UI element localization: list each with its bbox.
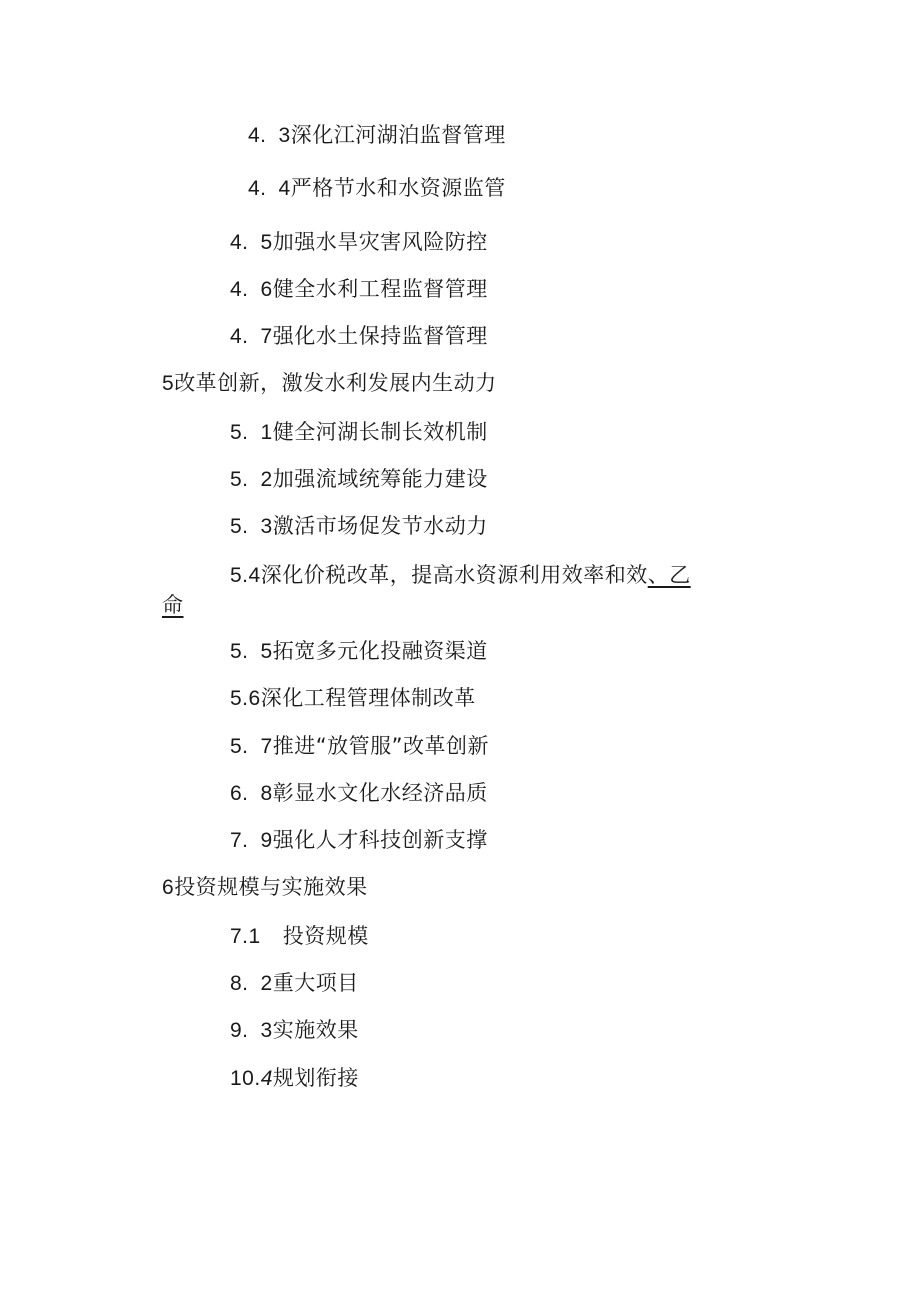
item-subnumber: 7 [260, 735, 273, 758]
item-subnumber: 3 [278, 124, 291, 147]
section-number: 6 [162, 876, 175, 899]
item-text: 规划衔接 [272, 1066, 359, 1090]
outline-item-4-7 [230, 322, 488, 351]
item-number: 6. [230, 782, 249, 805]
item-text: 激活市场促发节水动力 [272, 514, 488, 538]
item-subnumber: 5 [260, 640, 273, 663]
outline-item-5-2 [230, 465, 488, 494]
item-text: 拓宽多元化投融资渠道 [272, 639, 488, 663]
item-number: 10. [230, 1067, 261, 1090]
item-number: 5.4 [230, 564, 261, 587]
item-text: 深化工程管理体制改革 [260, 686, 476, 710]
item-number: 5. [230, 735, 249, 758]
outline-item-5-4 [230, 561, 691, 590]
item-number: 4. [230, 231, 249, 254]
item-text: 深化价税改革，提高水资源利用效率和效 [260, 563, 648, 587]
outline-item-4-3 [248, 121, 506, 150]
item-number: 5.6 [230, 687, 261, 710]
section-text: 改革创新，激发水利发展内生动力 [174, 371, 497, 395]
item-subnumber: 3 [260, 515, 273, 538]
item-subnumber: 6 [260, 278, 273, 301]
item-text: 重大项目 [272, 971, 359, 995]
section-text: 投资规模与实施效果 [174, 875, 368, 899]
item-number: 4. [230, 325, 249, 348]
item-subnumber: 5 [260, 231, 273, 254]
item-text: 健全河湖长制长效机制 [272, 420, 488, 444]
item-number: 7. [230, 829, 249, 852]
item-number: 4. [248, 124, 267, 147]
item-number: 9. [230, 1019, 249, 1042]
outline-item-8-2 [230, 969, 359, 998]
outline-item-5-6 [230, 684, 476, 713]
outline-item-4-6 [230, 275, 488, 304]
outline-item-5-1 [230, 418, 488, 447]
item-subnumber: 3 [260, 1019, 273, 1042]
item-text: 加强水旱灾害风险防控 [272, 230, 488, 254]
item-text: 健全水利工程监督管理 [272, 277, 488, 301]
outline-item-5-3 [230, 512, 488, 541]
item-text: 彰显水文化水经济品质 [272, 781, 488, 805]
item-text: 推进“放管服”改革创新 [272, 734, 489, 758]
item-subnumber: 7 [260, 325, 273, 348]
item-text-tail: 、乙 [647, 563, 691, 587]
outline-item-9-3 [230, 1016, 359, 1045]
item-text: 深化江河湖泊监督管理 [290, 123, 506, 147]
item-text: 严格节水和水资源监管 [290, 176, 506, 200]
section-heading-6 [162, 873, 368, 902]
item-number: 5. [230, 468, 249, 491]
outline-item-6-8 [230, 779, 488, 808]
outline-item-5-4-wrap [162, 591, 184, 619]
item-text-wrap: 命 [162, 593, 184, 617]
outline-item-7-1 [230, 922, 369, 951]
item-subnumber: 2 [260, 468, 273, 491]
outline-item-4-5 [230, 228, 488, 257]
item-subnumber: 4 [260, 1067, 273, 1090]
item-number: 5. [230, 515, 249, 538]
item-text: 投资规模 [282, 924, 369, 948]
item-text: 加强流域统筹能力建设 [272, 467, 488, 491]
item-subnumber: 1 [260, 421, 273, 444]
section-number: 5 [162, 372, 175, 395]
section-heading-5 [162, 369, 497, 398]
item-subnumber: 8 [260, 782, 273, 805]
item-subnumber: 9 [260, 829, 273, 852]
outline-item-10-4 [230, 1064, 359, 1093]
item-number: 4. [230, 278, 249, 301]
outline-item-7-9 [230, 826, 488, 855]
item-number: 4. [248, 177, 267, 200]
item-number: 7.1 [230, 925, 261, 948]
item-subnumber: 4 [278, 177, 291, 200]
item-number: 5. [230, 640, 249, 663]
item-text: 强化人才科技创新支撑 [272, 828, 488, 852]
outline-item-5-7 [230, 732, 489, 761]
outline-item-5-5 [230, 637, 488, 666]
item-number: 8. [230, 972, 249, 995]
outline-item-4-4 [248, 174, 506, 203]
item-text: 实施效果 [272, 1018, 359, 1042]
item-text: 强化水土保持监督管理 [272, 324, 488, 348]
item-subnumber: 2 [260, 972, 273, 995]
item-number: 5. [230, 421, 249, 444]
